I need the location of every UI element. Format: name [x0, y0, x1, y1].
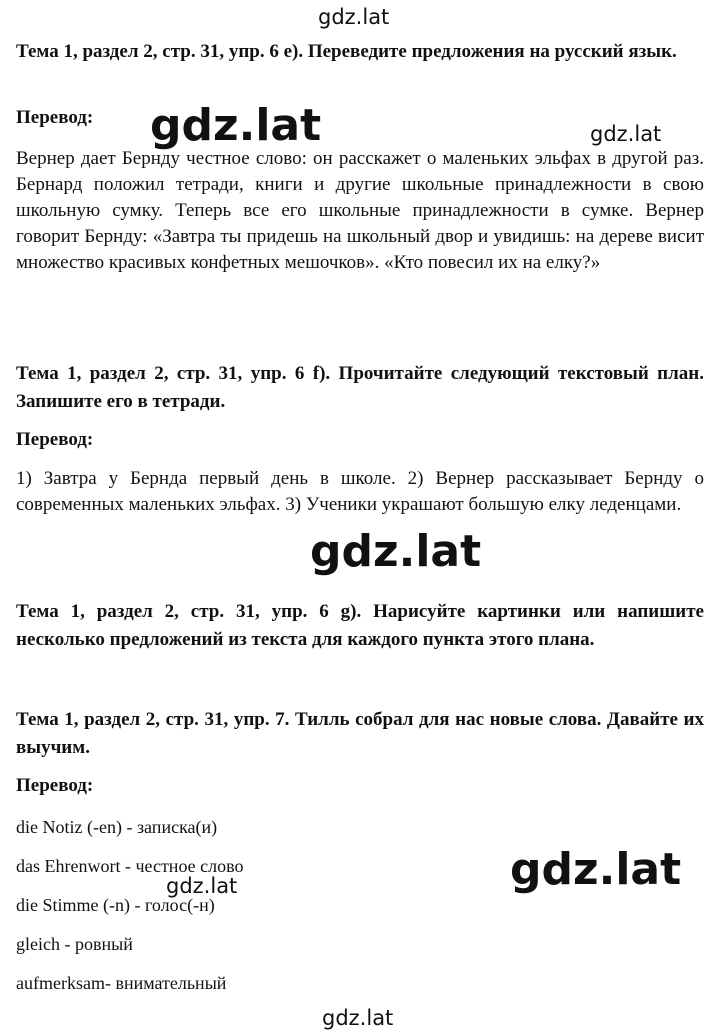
exercise-heading: Тема 1, раздел 2, стр. 31, упр. 6 f). Прочитайте следующий текстовый план. Запишите его в тетради. [16, 363, 704, 412]
vocab-item: aufmerksam- внимательный [16, 973, 227, 993]
watermark-small: gdz.lat [590, 122, 662, 146]
translation-paragraph: Вернер дает Бернду честное слово: он расскажет о маленьких эльфах в другой раз. Бернард положил тетради, книги и другие школьные принадлежности в свою школьную сумку. Теперь все его школьные принадлежности в сумке. Вернер говорит Бернду: «Завтра ты придешь на школьный двор и увидишь: на дереве висит множество красивых конфетных мешочков». «Кто повесил их на елку?» [16, 148, 704, 273]
translation-label [16, 428, 704, 452]
exercise-heading: Тема 1, раздел 2, стр. 31, упр. 6 e). Переведите предложения на русский язык. [16, 41, 677, 62]
exercise-7 [16, 706, 704, 762]
exercise-6e [16, 38, 704, 66]
translation-label-text: Перевод: [16, 107, 94, 128]
translation-text [16, 146, 704, 276]
watermark-large: gdz.lat [310, 526, 482, 577]
vocab-item: die Notiz (-en) - записка(и) [16, 817, 218, 837]
vocab-item: gleich - ровный [16, 934, 133, 954]
translation-label [16, 774, 704, 798]
exercise-heading: Тема 1, раздел 2, стр. 31, упр. 6 g). Нарисуйте картинки или напишите несколько предложений из текста для каждого пункта этого плана. [16, 601, 704, 650]
translation-label-text: Перевод: [16, 429, 94, 450]
watermark-large: gdz.lat [150, 100, 322, 151]
exercise-6f [16, 360, 704, 416]
translation-paragraph: 1) Завтра у Бернда первый день в школе. 2) Вернер рассказывает Бернду о современных маленьких эльфах. 3) Ученики украшают большую елку леденцами. [16, 468, 704, 515]
watermark-top: gdz.lat [318, 5, 390, 29]
vocab-item: das Ehrenwort - честное слово [16, 856, 244, 876]
exercise-heading: Тема 1, раздел 2, стр. 31, упр. 7. Тилль собрал для нас новые слова. Давайте их выучим. [16, 709, 704, 758]
translation-text [16, 466, 704, 518]
exercise-6g [16, 598, 704, 654]
translation-label [16, 106, 704, 130]
watermark-large: gdz.lat [510, 844, 682, 895]
watermark-small: gdz.lat [166, 874, 238, 898]
watermark-bottom: gdz.lat [322, 1006, 394, 1030]
vocab-item: die Stimme (-n) - голос(-н) [16, 895, 215, 915]
translation-label-text: Перевод: [16, 775, 94, 796]
